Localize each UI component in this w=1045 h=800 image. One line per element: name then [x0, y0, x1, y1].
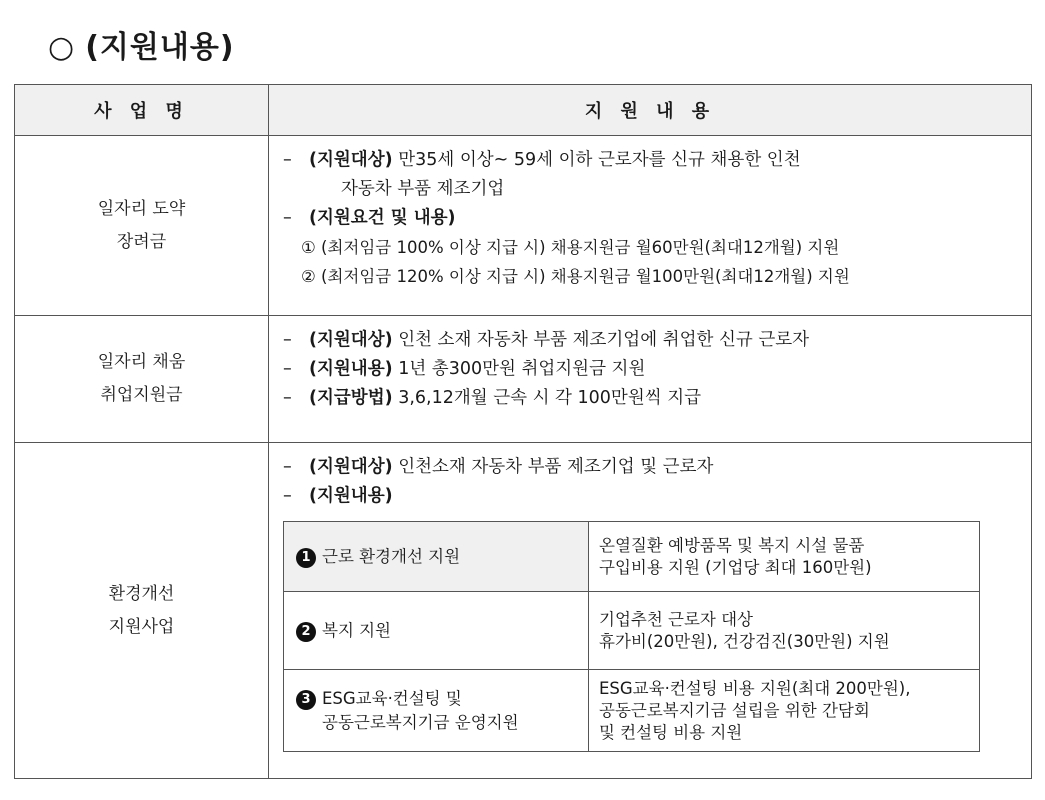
support-item-row	[284, 522, 980, 592]
support-item-row	[284, 592, 980, 670]
program-name-cell	[15, 316, 269, 443]
content-line: – (지급방법) 3,6,12개월 근속 시 각 100만원씩 지급	[283, 388, 702, 408]
header-program-name: 사 업 명	[15, 85, 269, 136]
program-name-line: 지원사업	[108, 616, 175, 637]
support-items-table	[283, 521, 980, 752]
content-line: ① (최저임금 100% 이상 지급 시) 채용지원금 월60만원(최대12개월) 지원	[301, 238, 840, 257]
content-line: 자동차 부품 제조기업	[341, 179, 505, 199]
support-table	[14, 84, 1032, 779]
support-item-row	[284, 670, 980, 752]
content-line: – (지원내용)	[283, 486, 393, 506]
program-content-cell	[269, 136, 1032, 316]
table-row	[15, 136, 1032, 316]
program-name-line: 일자리 도약	[97, 198, 186, 219]
table-row	[15, 316, 1032, 443]
support-item-title: 3 ESG교육·컨설팅 및 공동근로복지기금 운영지원	[284, 670, 589, 752]
number-3-icon: 3	[296, 690, 316, 710]
section-heading	[48, 22, 235, 66]
support-item-desc: 온열질환 예방품목 및 복지 시설 물품 구입비용 지원 (기업당 최대 160만원)	[589, 522, 980, 592]
content-line: – (지원내용) 1년 총300만원 취업지원금 지원	[283, 359, 646, 379]
content-line: ② (최저임금 120% 이상 지급 시) 채용지원금 월100만원(최대12개월) 지원	[301, 267, 850, 286]
program-content-cell	[269, 443, 1032, 779]
content-line: – (지원요건 및 내용)	[283, 208, 456, 228]
program-name-line: 환경개선	[108, 583, 175, 604]
program-name-line: 취업지원금	[100, 385, 183, 405]
support-item-title: 1 근로 환경개선 지원	[284, 522, 589, 592]
circle-icon: ○	[48, 30, 76, 65]
number-1-icon: 1	[296, 548, 316, 568]
support-item-desc: 기업추천 근로자 대상 휴가비(20만원), 건강검진(30만원) 지원	[589, 592, 980, 670]
heading-title: (지원내용)	[85, 30, 235, 65]
support-item-desc: ESG교육·컨설팅 비용 지원(최대 200만원), 공동근로복지기금 설립을 위한 간담회 및 컨설팅 비용 지원	[589, 670, 980, 752]
number-2-icon: 2	[296, 622, 316, 642]
content-line: – (지원대상) 만35세 이상~ 59세 이하 근로자를 신규 채용한 인천	[283, 150, 801, 170]
content-line: – (지원대상) 인천 소재 자동차 부품 제조기업에 취업한 신규 근로자	[283, 330, 810, 350]
header-support-content: 지 원 내 용	[269, 85, 1032, 136]
support-item-title: 2 복지 지원	[284, 592, 589, 670]
program-name-line: 일자리 채움	[97, 352, 186, 372]
table-row	[15, 443, 1032, 779]
program-name-cell	[15, 443, 269, 779]
content-line: – (지원대상) 인천소재 자동차 부품 제조기업 및 근로자	[283, 457, 714, 477]
table-header-row	[15, 85, 1032, 136]
program-name-cell	[15, 136, 269, 316]
program-name-line: 장려금	[116, 231, 167, 252]
program-content-cell	[269, 316, 1032, 443]
